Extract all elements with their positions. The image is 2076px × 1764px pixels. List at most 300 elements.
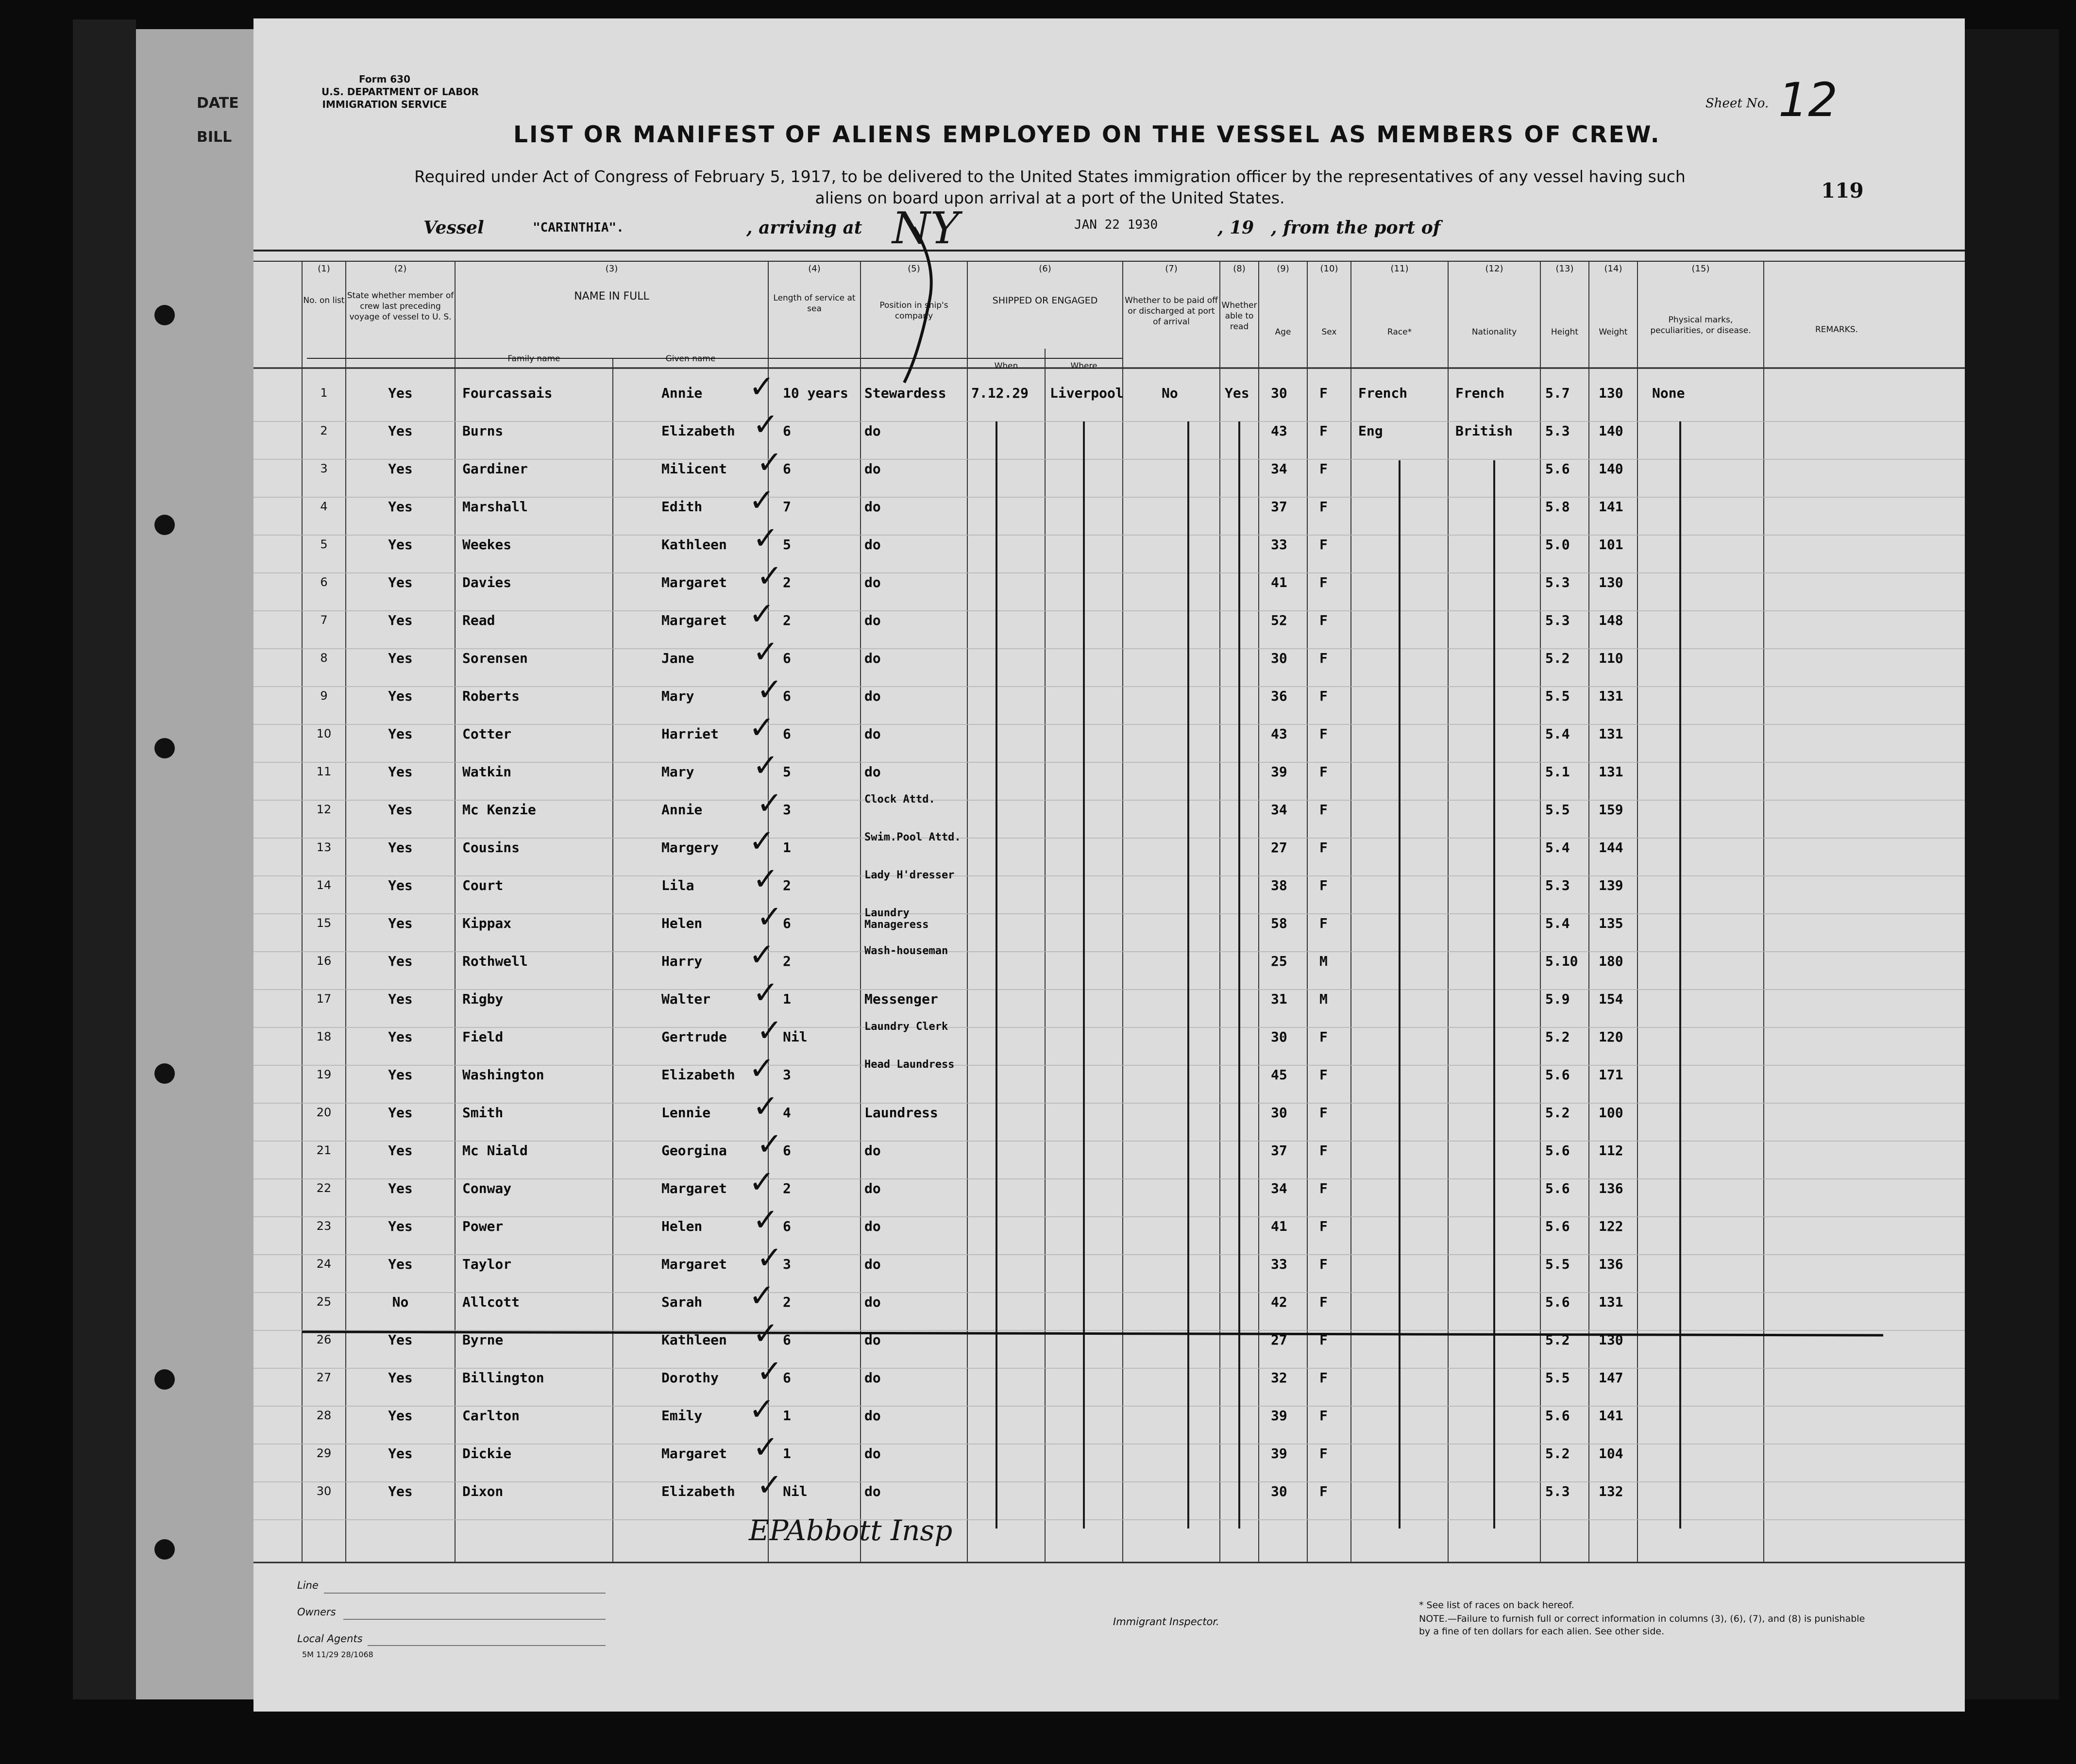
cell-age: 36: [1271, 688, 1287, 704]
form-department: U.S. DEPARTMENT OF LABOR: [321, 86, 479, 98]
arriving-label: , arriving at: [746, 218, 862, 238]
cell-length: 6: [783, 1332, 791, 1348]
year-label: , 19: [1217, 218, 1254, 238]
cell-when: 7.12.29: [971, 385, 1029, 401]
cell-weight: 130: [1599, 1332, 1623, 1348]
cell-given: Edith: [661, 499, 703, 515]
header-given-name: Given name: [665, 354, 716, 364]
checkmark-icon: ✓: [753, 1429, 779, 1465]
cell-status: Yes: [388, 423, 413, 439]
cell-weight: 136: [1599, 1180, 1623, 1196]
header-age: Age: [1275, 327, 1291, 337]
cell-age: 30: [1271, 1029, 1287, 1045]
cell-status: Yes: [388, 1218, 413, 1234]
cell-given: Emily: [661, 1408, 703, 1424]
cell-position: do: [864, 650, 881, 666]
checkmark-icon: ✓: [753, 521, 779, 556]
cell-no: 26: [316, 1333, 332, 1346]
cell-given: Annie: [661, 385, 703, 401]
checkmark-icon: ✓: [749, 1392, 775, 1428]
cell-weight: 130: [1599, 385, 1623, 401]
column-number: (11): [1390, 264, 1409, 274]
cell-length: 6: [783, 1370, 791, 1386]
cell-height: 5.9: [1545, 991, 1570, 1007]
footer-agents-label: Local Agents: [297, 1633, 363, 1645]
cell-no: 28: [316, 1409, 332, 1422]
cell-status: Yes: [388, 1483, 413, 1499]
column-number: (10): [1320, 264, 1338, 274]
cell-no: 12: [316, 803, 332, 816]
sheet-number: 12: [1778, 73, 1838, 127]
cell-length: 1: [783, 1408, 791, 1424]
cell-status: Yes: [388, 385, 413, 401]
cell-length: 10 years: [783, 385, 848, 401]
cell-family: Carlton: [462, 1408, 520, 1424]
cell-height: 5.6: [1545, 1067, 1570, 1083]
column-number: (3): [605, 264, 618, 274]
cell-no: 7: [320, 613, 328, 627]
cell-status: Yes: [388, 802, 413, 818]
cell-no: 20: [316, 1106, 332, 1119]
cell-length: 5: [783, 764, 791, 780]
cell-status: Yes: [388, 612, 413, 628]
cell-status: Yes: [388, 537, 413, 553]
inspector-signature: EPAbbott Insp: [749, 1514, 953, 1547]
cell-status: Yes: [388, 1445, 413, 1462]
cell-no: 15: [316, 916, 332, 930]
column-number: (15): [1691, 264, 1710, 274]
cell-family: Weekes: [462, 537, 512, 553]
page-number: 119: [1821, 179, 1864, 202]
cell-no: 17: [316, 992, 332, 1006]
cell-height: 5.2: [1545, 650, 1570, 666]
cell-height: 5.8: [1545, 499, 1570, 515]
cell-sex: F: [1319, 461, 1328, 477]
page-subtitle: Required under Act of Congress of February 5, 1917, to be delivered to the United States immigration officer by the representatives of any vessel having such aliens on board upon arrival at a port of the United States.: [414, 167, 1686, 207]
cell-family: Watkin: [462, 764, 512, 780]
cell-weight: 140: [1599, 461, 1623, 477]
cell-no: 1: [320, 386, 328, 400]
cell-given: Margaret: [661, 574, 727, 590]
checkmark-icon: ✓: [749, 823, 775, 859]
column-number: (8): [1233, 264, 1246, 274]
cell-weight: 171: [1599, 1067, 1623, 1083]
cell-sex: F: [1319, 1067, 1328, 1083]
cell-family: Mc Niald: [462, 1142, 528, 1159]
cell-given: Margery: [661, 840, 719, 856]
header-name-in-full: NAME IN FULL: [574, 290, 649, 302]
checkmark-icon: ✓: [753, 861, 779, 897]
cell-sex: F: [1319, 612, 1328, 628]
header-no: No. on list: [303, 296, 345, 305]
cell-no: 2: [320, 424, 328, 437]
cell-race: French: [1358, 385, 1408, 401]
from-port-label: , from the port of: [1271, 218, 1441, 238]
cell-given: Harriet: [661, 726, 719, 742]
header-status: State whether member of crew last preceding voyage of vessel to U. S.: [347, 291, 454, 322]
checkmark-icon: ✓: [749, 1051, 775, 1087]
cell-age: 34: [1271, 802, 1287, 818]
form-block: [321, 73, 479, 111]
cell-given: Elizabeth: [661, 423, 735, 439]
cell-family: Burns: [462, 423, 504, 439]
cell-no: 30: [316, 1484, 332, 1498]
cell-age: 37: [1271, 499, 1287, 515]
checkmark-icon: ✓: [757, 558, 783, 594]
cell-length: 1: [783, 840, 791, 856]
cell-family: Taylor: [462, 1256, 512, 1272]
checkmark-icon: ✓: [757, 1240, 783, 1276]
cell-position: Clock Attd.: [864, 793, 935, 806]
cell-position: do: [864, 537, 881, 553]
cell-position: do: [864, 1483, 881, 1499]
checkmark-icon: ✓: [757, 786, 783, 822]
cell-family: Cotter: [462, 726, 512, 742]
inspector-label: Immigrant Inspector.: [1113, 1616, 1219, 1628]
cell-weight: 159: [1599, 802, 1623, 818]
sheet-number-label: Sheet No.: [1705, 96, 1769, 111]
cell-weight: 100: [1599, 1105, 1623, 1121]
cell-height: 5.3: [1545, 877, 1570, 893]
cell-given: Annie: [661, 802, 703, 818]
cell-status: Yes: [388, 1408, 413, 1424]
cell-sex: F: [1319, 1180, 1328, 1196]
cell-age: 25: [1271, 953, 1287, 969]
cell-weight: 140: [1599, 423, 1623, 439]
checkmark-icon: ✓: [757, 1126, 783, 1162]
cell-no: 18: [316, 1030, 332, 1043]
cell-length: 1: [783, 991, 791, 1007]
cell-sex: F: [1319, 1142, 1328, 1159]
cell-length: 3: [783, 1067, 791, 1083]
cell-position: do: [864, 764, 881, 780]
cell-length: 2: [783, 574, 791, 590]
cell-length: 5: [783, 537, 791, 553]
cell-position: Wash-houseman: [864, 945, 948, 957]
cell-position: Swim.Pool Attd.: [864, 831, 961, 843]
cell-status: Yes: [388, 764, 413, 780]
cell-sex: F: [1319, 1483, 1328, 1499]
column-number: (9): [1277, 264, 1289, 274]
cell-age: 37: [1271, 1142, 1287, 1159]
page-title: LIST OR MANIFEST OF ALIENS EMPLOYED ON THE VESSEL AS MEMBERS OF CREW.: [513, 121, 1661, 148]
cell-position: do: [864, 461, 881, 477]
checkmark-icon: ✓: [757, 1467, 783, 1503]
cell-weight: 148: [1599, 612, 1623, 628]
cell-sex: F: [1319, 423, 1328, 439]
checkmark-icon: ✓: [753, 1089, 779, 1125]
checkmark-icon: ✓: [749, 1164, 775, 1200]
cell-no: 27: [316, 1371, 332, 1384]
cell-status: No: [392, 1294, 409, 1310]
cell-status: Yes: [388, 1067, 413, 1083]
cell-status: Yes: [388, 574, 413, 590]
checkmark-icon: ✓: [749, 1278, 775, 1314]
cell-given: Lennie: [661, 1105, 711, 1121]
cell-family: Rothwell: [462, 953, 528, 969]
checkmark-icon: ✓: [753, 1202, 779, 1238]
cell-status: Yes: [388, 991, 413, 1007]
cell-length: 6: [783, 650, 791, 666]
cell-family: Fourcassais: [462, 385, 553, 401]
cell-family: Roberts: [462, 688, 520, 704]
cell-given: Margaret: [661, 612, 727, 628]
cell-family: Mc Kenzie: [462, 802, 536, 818]
cell-height: 5.3: [1545, 1483, 1570, 1499]
cell-status: Yes: [388, 499, 413, 515]
cell-height: 5.5: [1545, 688, 1570, 704]
cell-given: Mary: [661, 688, 694, 704]
cell-family: Field: [462, 1029, 504, 1045]
column-number: (5): [908, 264, 920, 274]
header-nationality: Nationality: [1471, 327, 1517, 337]
cell-sex: F: [1319, 1332, 1328, 1348]
header-weight: Weight: [1599, 327, 1628, 337]
cell-height: 5.7: [1545, 385, 1570, 401]
cell-position: do: [864, 1180, 881, 1196]
cell-sex: F: [1319, 1218, 1328, 1234]
footer-rules: [324, 1589, 615, 1657]
column-number: (12): [1485, 264, 1503, 274]
checkmark-icon: ✓: [749, 710, 775, 746]
cell-given: Helen: [661, 915, 703, 931]
cell-weight: 135: [1599, 915, 1623, 931]
cell-height: 5.2: [1545, 1332, 1570, 1348]
cell-status: Yes: [388, 1256, 413, 1272]
cell-sex: F: [1319, 802, 1328, 818]
cell-family: Davies: [462, 574, 512, 590]
cell-age: 34: [1271, 1180, 1287, 1196]
checkmark-icon: ✓: [757, 672, 783, 708]
cell-weight: 110: [1599, 650, 1623, 666]
checkmark-icon: ✓: [757, 899, 783, 935]
cell-age: 30: [1271, 1483, 1287, 1499]
cell-age: 33: [1271, 537, 1287, 553]
cell-height: 5.3: [1545, 574, 1570, 590]
cell-marks: None: [1652, 385, 1685, 401]
cell-height: 5.5: [1545, 1256, 1570, 1272]
cell-position: Stewardess: [864, 385, 946, 401]
cell-weight: 112: [1599, 1142, 1623, 1159]
cell-weight: 101: [1599, 537, 1623, 553]
cell-sex: F: [1319, 537, 1328, 553]
cell-height: 5.3: [1545, 423, 1570, 439]
cell-height: 5.6: [1545, 1142, 1570, 1159]
cell-length: 1: [783, 1445, 791, 1462]
cell-sex: F: [1319, 1105, 1328, 1121]
column-number: (4): [808, 264, 821, 274]
cell-length: 2: [783, 1180, 791, 1196]
cell-given: Elizabeth: [661, 1067, 735, 1083]
cell-weight: 136: [1599, 1256, 1623, 1272]
cell-height: 5.0: [1545, 537, 1570, 553]
cell-age: 58: [1271, 915, 1287, 931]
cell-weight: 144: [1599, 840, 1623, 856]
cell-sex: F: [1319, 1370, 1328, 1386]
cell-length: Nil: [783, 1483, 808, 1499]
header-when: When: [994, 361, 1018, 371]
header-height: Height: [1551, 327, 1579, 337]
cell-height: 5.10: [1545, 953, 1578, 969]
checkmark-icon: ✓: [757, 445, 783, 481]
cell-family: Smith: [462, 1105, 504, 1121]
cell-height: 5.4: [1545, 726, 1570, 742]
cell-position: Lady H'dresser: [864, 869, 955, 881]
cell-weight: 122: [1599, 1218, 1623, 1234]
cell-height: 5.6: [1545, 1218, 1570, 1234]
cell-position: Head Laundress: [864, 1058, 955, 1071]
cell-no: 21: [316, 1143, 332, 1157]
cell-no: 4: [320, 500, 328, 513]
header-able-to-read: Whether able to read: [1221, 301, 1257, 332]
footer-owners-label: Owners: [297, 1606, 336, 1618]
cell-sex: F: [1319, 877, 1328, 893]
cell-nationality: British: [1455, 423, 1513, 439]
cell-family: Dickie: [462, 1445, 512, 1462]
cell-sex: F: [1319, 1445, 1328, 1462]
cell-weight: 180: [1599, 953, 1623, 969]
cell-given: Kathleen: [661, 537, 727, 553]
cell-height: 5.4: [1545, 915, 1570, 931]
cell-length: 2: [783, 877, 791, 893]
cell-length: 6: [783, 1142, 791, 1159]
checkmark-icon: ✓: [749, 937, 775, 973]
cell-age: 45: [1271, 1067, 1287, 1083]
cell-height: 5.6: [1545, 461, 1570, 477]
column-number: (2): [394, 264, 407, 274]
cell-family: Allcott: [462, 1294, 520, 1310]
cell-age: 38: [1271, 877, 1287, 893]
vessel-name: "CARINTHIA".: [533, 220, 624, 235]
cell-no: 22: [316, 1181, 332, 1195]
cell-given: Gertrude: [661, 1029, 727, 1045]
date-stamp: JAN 22 1930: [1074, 218, 1158, 232]
cell-length: 6: [783, 915, 791, 931]
cell-family: Read: [462, 612, 495, 628]
cell-age: 42: [1271, 1294, 1287, 1310]
cell-given: Mary: [661, 764, 694, 780]
cell-status: Yes: [388, 1105, 413, 1121]
cell-no: 29: [316, 1446, 332, 1460]
cell-height: 5.5: [1545, 1370, 1570, 1386]
cell-weight: 154: [1599, 991, 1623, 1007]
cell-height: 5.2: [1545, 1105, 1570, 1121]
cell-age: 41: [1271, 574, 1287, 590]
side-label-date: DATE: [197, 95, 239, 112]
cell-weight: 131: [1599, 764, 1623, 780]
cell-position: do: [864, 1294, 881, 1310]
checkmark-icon: ✓: [753, 748, 779, 784]
cell-status: Yes: [388, 1142, 413, 1159]
header-race: Race*: [1387, 327, 1412, 337]
cell-family: Gardiner: [462, 461, 528, 477]
cell-height: 5.1: [1545, 764, 1570, 780]
cell-sex: F: [1319, 385, 1328, 401]
cell-age: 39: [1271, 1445, 1287, 1462]
form-service: IMMIGRATION SERVICE: [322, 99, 447, 110]
cell-weight: 141: [1599, 499, 1623, 515]
cell-given: Dorothy: [661, 1370, 719, 1386]
cell-sex: F: [1319, 726, 1328, 742]
cell-position: do: [864, 1142, 881, 1159]
cell-length: 4: [783, 1105, 791, 1121]
race-note: * See list of races on back hereof.: [1419, 1600, 1574, 1611]
cell-status: Yes: [388, 1332, 413, 1348]
cell-position: do: [864, 574, 881, 590]
cell-age: 39: [1271, 1408, 1287, 1424]
side-label-bill: BILL: [197, 129, 232, 146]
header-paid-off: Whether to be paid off or discharged at port of arrival: [1125, 296, 1218, 327]
cell-length: 3: [783, 1256, 791, 1272]
form-number: Form 630: [358, 73, 410, 85]
column-number: (14): [1604, 264, 1622, 274]
cell-no: 6: [320, 575, 328, 589]
cell-position: do: [864, 1408, 881, 1424]
checkmark-icon: ✓: [757, 1013, 783, 1049]
cell-position: do: [864, 1370, 881, 1386]
cell-age: 39: [1271, 764, 1287, 780]
cell-no: 10: [316, 727, 332, 740]
arriving-port: NY: [892, 203, 960, 254]
cell-no: 9: [320, 689, 328, 703]
cell-height: 5.2: [1545, 1029, 1570, 1045]
cell-age: 27: [1271, 1332, 1287, 1348]
cell-sex: F: [1319, 574, 1328, 590]
cell-sex: F: [1319, 1294, 1328, 1310]
cell-sex: F: [1319, 1408, 1328, 1424]
cell-no: 19: [316, 1068, 332, 1081]
cell-sex: M: [1319, 991, 1328, 1007]
cell-age: 31: [1271, 991, 1287, 1007]
header-sex: Sex: [1321, 327, 1337, 337]
cell-status: Yes: [388, 1180, 413, 1196]
cell-length: 3: [783, 802, 791, 818]
header-family-name: Family name: [507, 354, 560, 364]
cell-family: Byrne: [462, 1332, 504, 1348]
column-number: (7): [1165, 264, 1178, 274]
cell-sex: F: [1319, 688, 1328, 704]
cell-position: do: [864, 1256, 881, 1272]
checkmark-icon: ✓: [749, 596, 775, 632]
checkmark-icon: ✓: [753, 975, 779, 1011]
cell-no: 13: [316, 840, 332, 854]
cell-position: do: [864, 1218, 881, 1234]
checkmark-icon: ✓: [749, 483, 775, 519]
header-position: Position in ship's company: [879, 301, 948, 321]
cell-no: 24: [316, 1257, 332, 1271]
cell-no: 11: [316, 765, 332, 778]
cell-status: Yes: [388, 1370, 413, 1386]
cell-sex: F: [1319, 499, 1328, 515]
cell-family: Billington: [462, 1370, 544, 1386]
cell-family: Marshall: [462, 499, 528, 515]
cell-weight: 131: [1599, 1294, 1623, 1310]
cell-given: Margaret: [661, 1256, 727, 1272]
cell-no: 14: [316, 878, 332, 892]
cell-given: Harry: [661, 953, 703, 969]
cell-sex: M: [1319, 953, 1328, 969]
column-number: (1): [318, 264, 330, 274]
cell-height: 5.3: [1545, 612, 1570, 628]
cell-position: do: [864, 423, 881, 439]
cell-sex: F: [1319, 1256, 1328, 1272]
manifest-sheet: [253, 18, 1965, 1712]
cell-race: Eng: [1358, 423, 1383, 439]
cell-position: Laundry Manageress: [864, 907, 929, 931]
cell-length: 6: [783, 423, 791, 439]
cell-weight: 120: [1599, 1029, 1623, 1045]
cell-sex: F: [1319, 764, 1328, 780]
